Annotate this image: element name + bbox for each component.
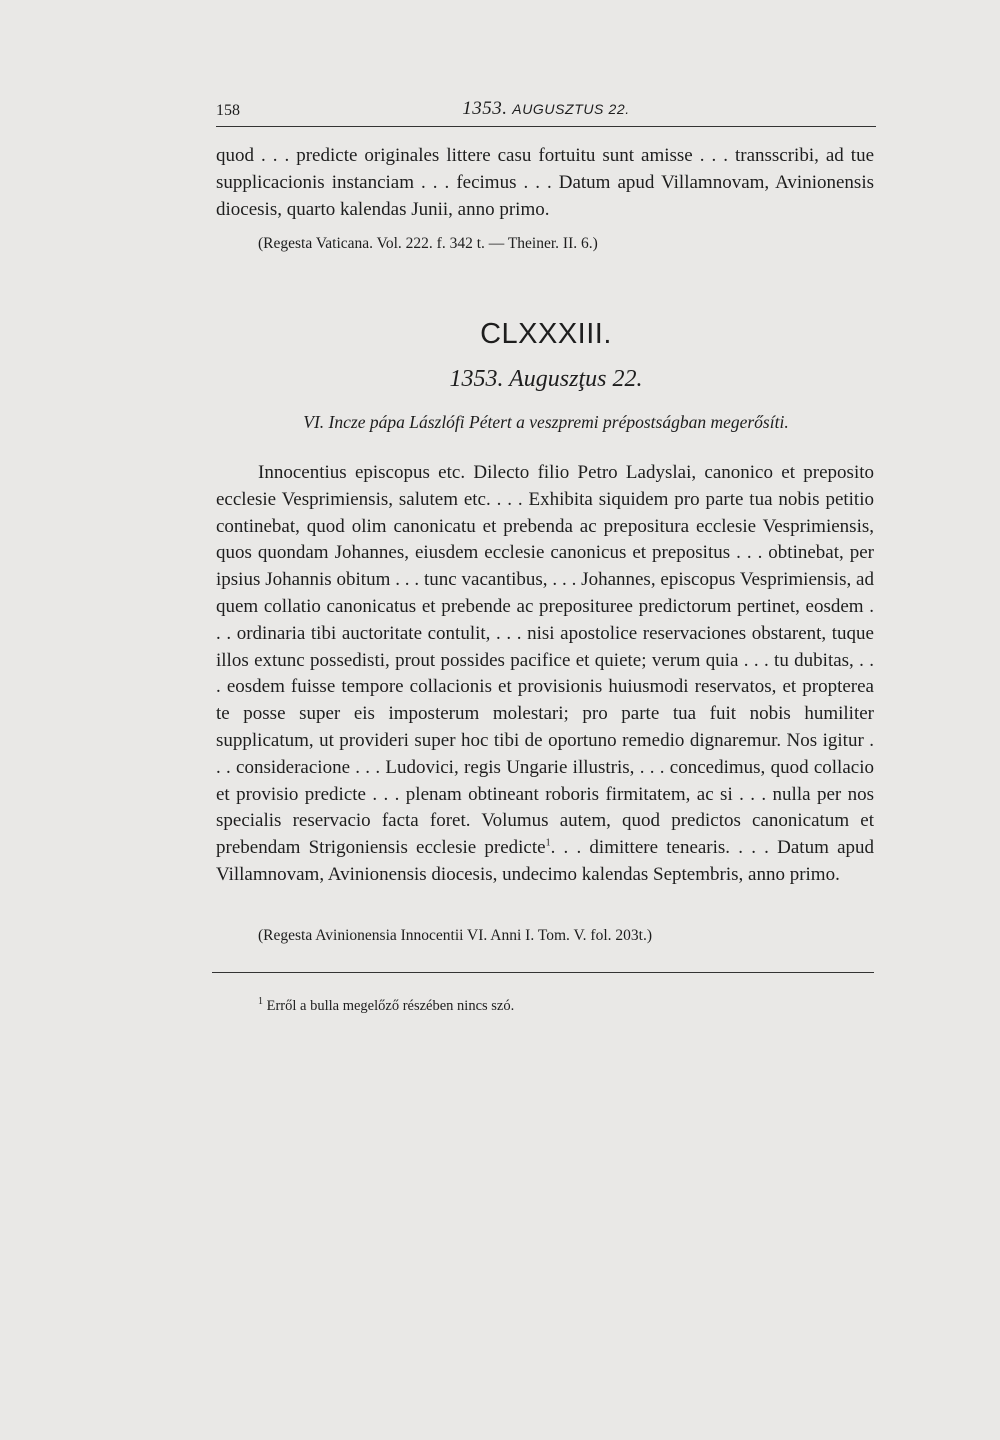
footnote-marker: 1	[258, 996, 263, 1008]
running-head-month-day: AUGUSZTUS 22.	[512, 101, 630, 117]
footnote-text: Erről a bulla megelőző részében nincs szó.	[266, 998, 515, 1014]
footnote-divider	[212, 972, 874, 973]
document-number: CLXXXIII.	[480, 318, 612, 350]
running-header	[216, 96, 876, 127]
document-citation: (Regesta Avinionensia Innocentii VI. Anni I. Tom. V. fol. 203t.)	[258, 927, 652, 944]
document-text-part-2: . . . dimittere tenearis. . . . Datum apud Villamnovam, Avinionensis diocesis, undecimo kalendas Septembris, anno primo.	[216, 837, 874, 885]
document-summary: VI. Incze pápa Lászlófi Pétert a veszpremi prépostságban megerősíti.	[303, 412, 789, 432]
note-reference-marker: 1	[545, 837, 551, 849]
footnote	[258, 998, 514, 1015]
document-text-part-1: Innocentius episcopus etc. Dilecto filio Petro Ladyslai, canonico et preposito ecclesie Vesprimiensis, salutem etc. . . . Exhibita siquidem pro parte tua nobis petitio continebat, quod olim canonicatu et prebenda ac prepositura ecclesie Vesprimiensis, quos quondam Johannes, eiusdem ecclesie canonicus et prepositus . . . obtinebat, per ipsius Johannis obitum . . . tunc vacantibus, . . . Johannes, episcopus Vesprimiensis, ad quem collatio canonicatus et prebende ac preposituree predictorum pertinet, eosdem . . . ordinaria tibi auctoritate contulit, . . . nisi apostolice reservaciones obstarent, tuque illos extunc possedisti, prout possides pacifice et quiete; verum quia . . . tu dubitas, . . . eosdem fuisse tempore collacionis et provisionis huiusmodi reservatos, et propterea te posse super eis imposterum molestari; pro parte tua fuit nobis humiliter supplicatum, ut provideri super hoc tibi de oportuno remedio dignaremur. Nos igitur . . . consideracione . . . Ludovici, regis Ungarie illustris, . . . concedimus, quod collacio et provisio predicte . . . plenam obtineant roboris firmitatem, ac si . . . nulla per nos specialis reservacio facta foret. Volumus autem, quod predictos canonicatum et prebendam Strigoniensis ecclesie predicte	[216, 462, 874, 859]
previous-document-citation: (Regesta Vaticana. Vol. 222. f. 342 t. — Theiner. II. 6.)	[258, 235, 598, 252]
previous-document-text: quod . . . predicte originales littere casu fortuitu sunt amisse . . . transscribi, ad tue supplicacionis instanciam . . . fecimus . . . Datum apud Villamnovam, Avinionensis diocesis, quarto kalendas Junii, anno primo.	[216, 145, 874, 220]
page-number: 158	[216, 102, 240, 119]
document-text	[216, 460, 874, 889]
document-date: 1353. Auguszţus 22.	[449, 366, 643, 392]
running-head-date	[216, 98, 876, 120]
running-head-year: 1353.	[462, 98, 508, 119]
